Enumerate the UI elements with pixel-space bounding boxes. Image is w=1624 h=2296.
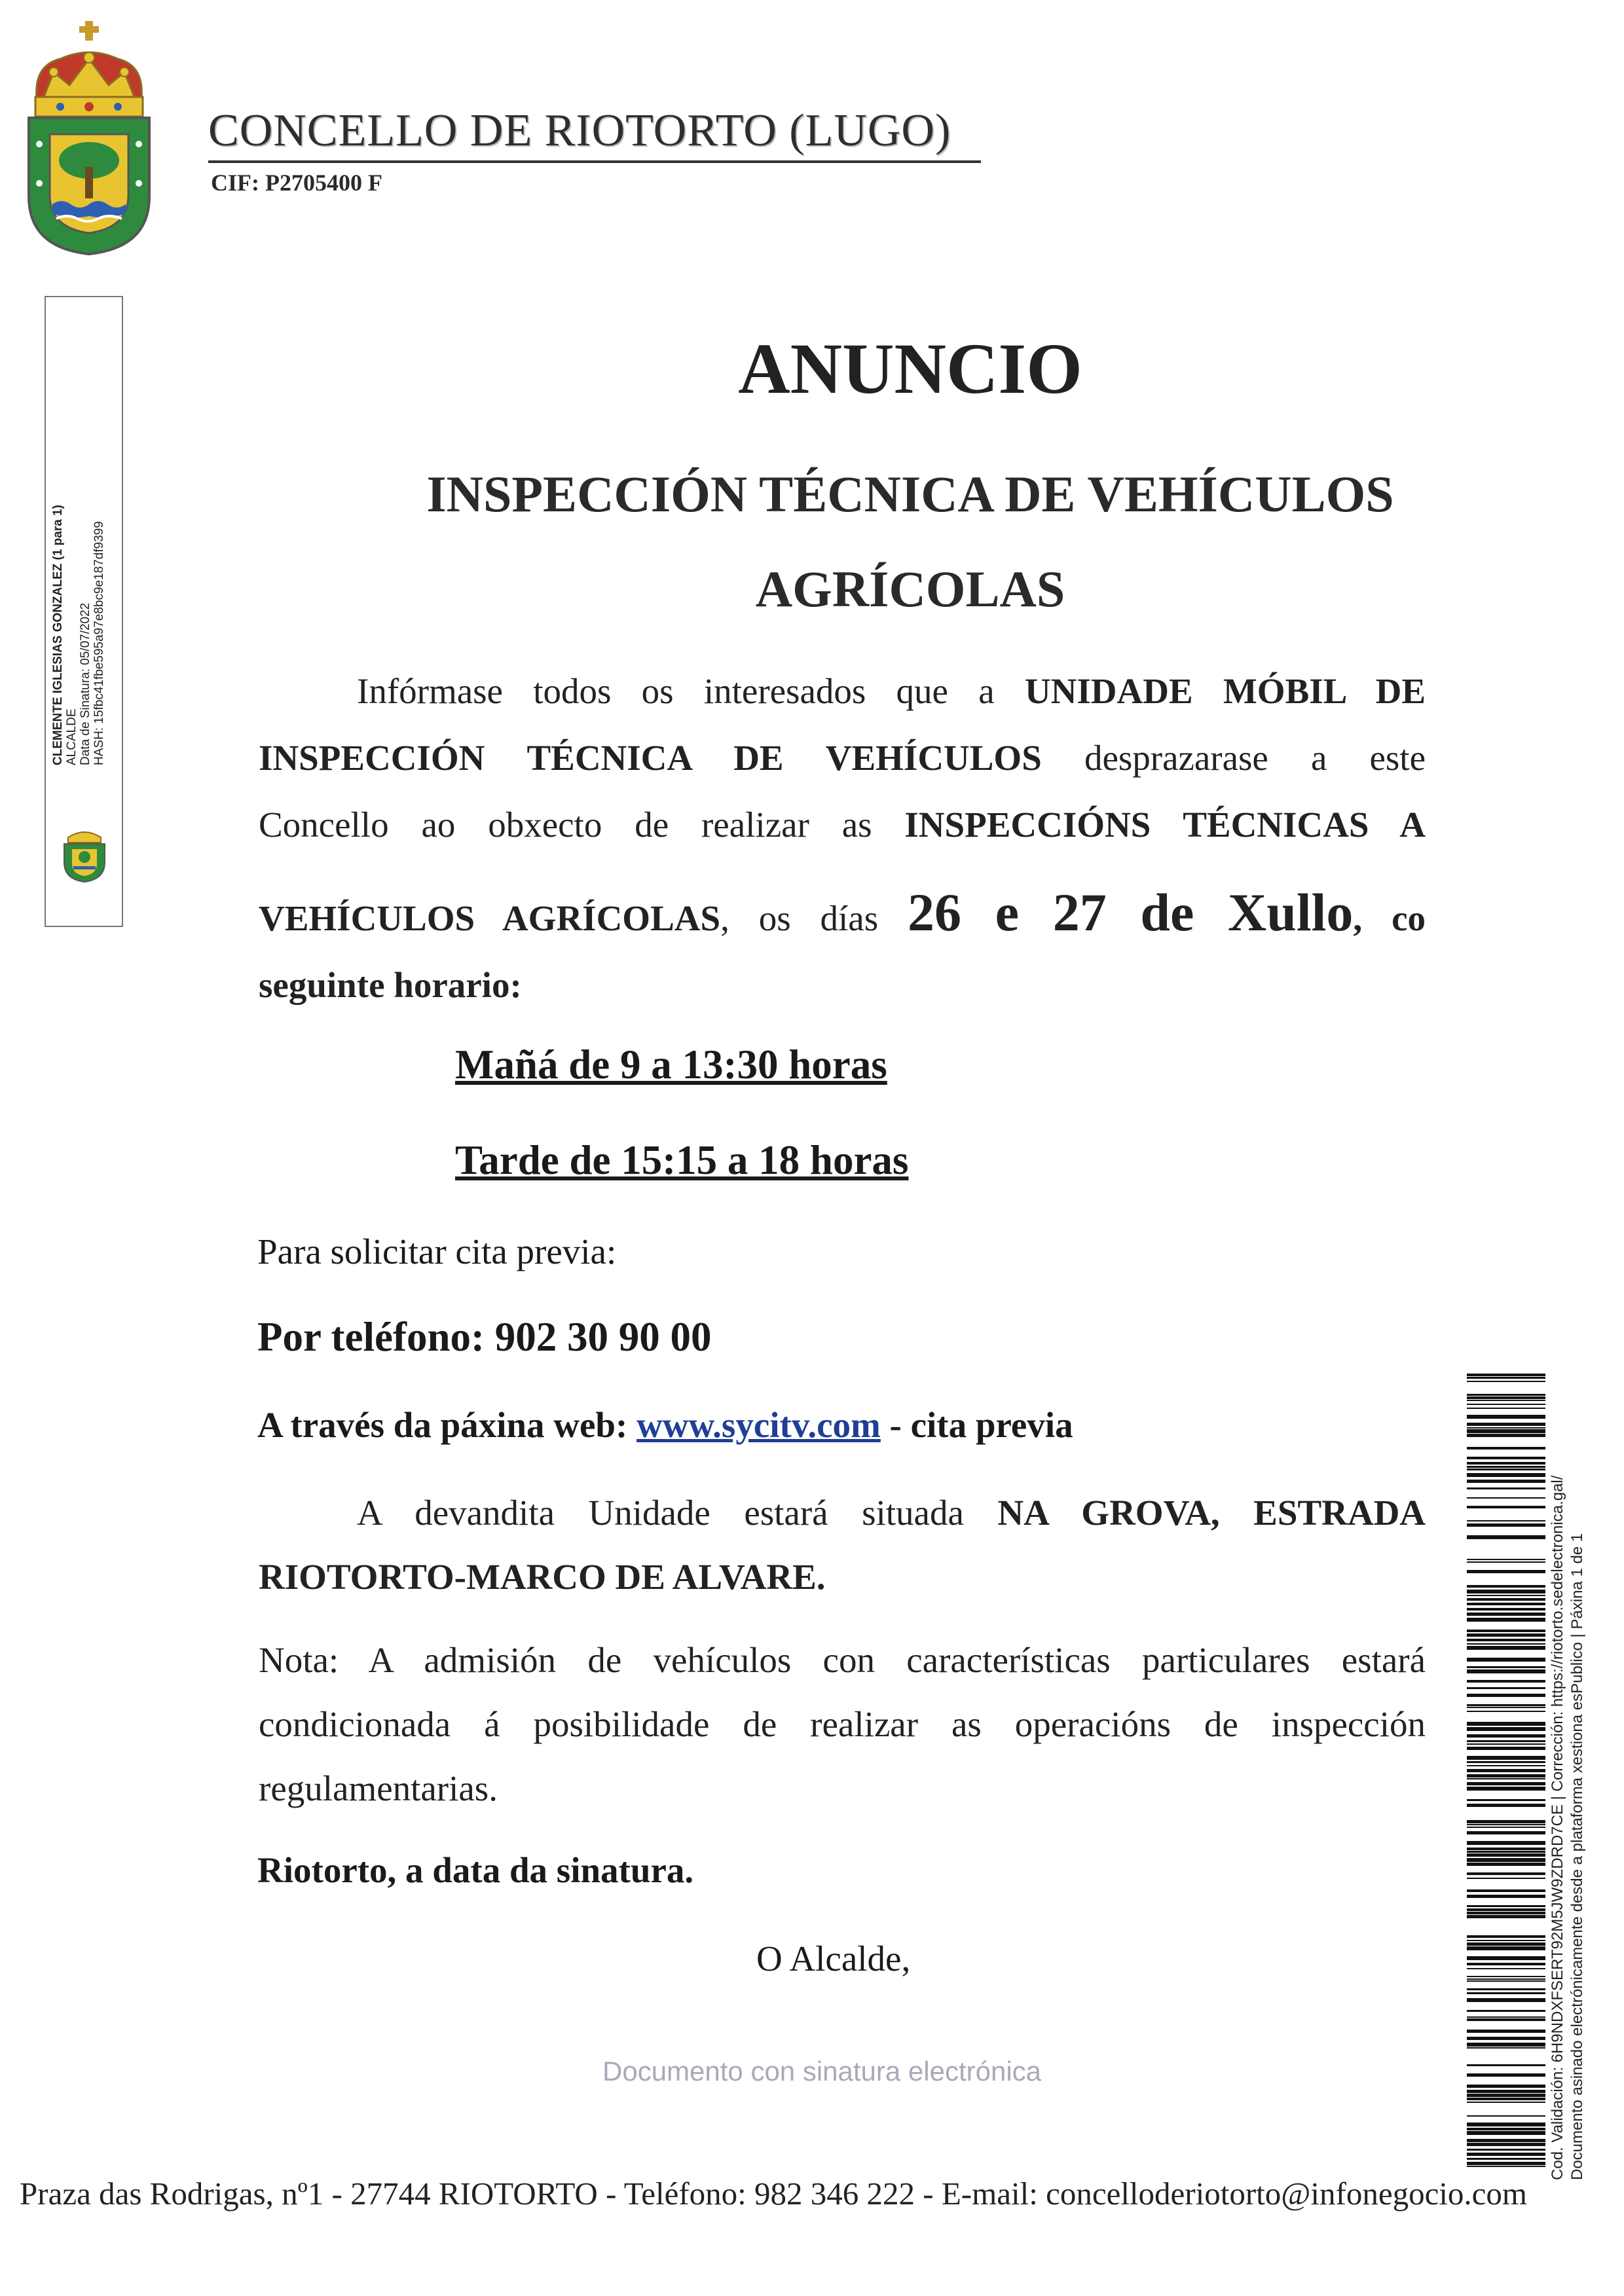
municipality-title: CONCELLO DE RIOTORTO (LUGO)	[208, 105, 951, 156]
mini-coat-of-arms-icon	[55, 824, 114, 883]
location-line-2	[259, 1544, 1426, 1611]
header-underline	[208, 160, 981, 163]
validation-text	[1548, 1460, 1587, 2180]
intro-bold-text: UNIDADE MÓBIL DE	[1024, 671, 1426, 711]
intro-paragraph-line-1	[357, 658, 1426, 725]
signer-title: O Alcalde,	[756, 1939, 911, 1978]
web-suffix: - cita previa	[889, 1405, 1073, 1445]
note-text: Nota: A admisión de vehículos con características particulares estará	[259, 1640, 1426, 1680]
intro-text: Infórmase todos os interesados que a	[357, 671, 995, 711]
web-line	[257, 1404, 1073, 1446]
note-text: regulamentarias.	[259, 1768, 498, 1808]
intro-bold-text: INSPECCIÓNS TÉCNICAS A	[904, 805, 1426, 845]
note-text: condicionada á posibilidade de realizar as operacións de inspección	[259, 1704, 1426, 1744]
note-line-3	[259, 1755, 1426, 1822]
barcode-icon	[1467, 1374, 1545, 2179]
intro-paragraph-line-3	[259, 792, 1426, 858]
signer-name: CLEMENTE IGLESIAS GONZALEZ (1 para 1)	[51, 505, 65, 765]
website-link[interactable]: www.sycitv.com	[637, 1405, 881, 1445]
coat-of-arms-logo	[14, 20, 164, 255]
appointment-label: Para solicitar cita previa:	[257, 1231, 617, 1271]
intro-paragraph-line-2	[259, 725, 1426, 792]
location-text: A devandita Unidade estará situada	[357, 1493, 964, 1533]
signature-date: Data de Sinatura: 05/07/2022	[79, 602, 92, 765]
intro-bold-text: INSPECCIÓN TÉCNICA DE VEHÍCULOS	[259, 738, 1042, 778]
location-bold-text: RIOTORTO-MARCO DE ALVARE.	[259, 1557, 826, 1597]
place-and-date: Riotorto, a data da sinatura.	[257, 1850, 694, 1890]
location-line-1	[357, 1480, 1426, 1546]
tax-id: CIF: P2705400 F	[211, 170, 382, 196]
signature-hash: HASH: 15fbc41fbe595a97e8bc9e187df9399	[92, 521, 106, 765]
electronic-signature-note: Documento con sinatura electrónica	[602, 2056, 1042, 2086]
schedule-morning: Mañá de 9 a 13:30 horas	[455, 1042, 887, 1087]
validation-line-2: Documento asinado electrónicamente desde a plataforma xestiona esPublico | Páxina 1 de 1	[1568, 1533, 1586, 2180]
document-title: ANUNCIO	[738, 329, 1082, 409]
inspection-dates: 26 e 27 de Xullo	[908, 883, 1354, 942]
document-subtitle-line-1: INSPECCIÓN TÉCNICA DE VEHÍCULOS	[426, 465, 1394, 522]
intro-text: Concello ao obxecto de realizar as	[259, 805, 872, 845]
validation-line-1: Cod. Validación: 6H9NDXFSERT92M5JW9ZDRD7CE | Corrección: https://riotorto.sedelectronica.gal/	[1549, 1475, 1566, 2180]
note-line-1	[259, 1627, 1426, 1694]
phone-line: Por teléfono: 902 30 90 00	[257, 1314, 712, 1360]
web-prefix: A través da páxina web:	[257, 1405, 628, 1445]
intro-paragraph-line-5	[259, 953, 1426, 1018]
intro-bold-text: VEHÍCULOS AGRÍCOLAS	[259, 898, 721, 938]
location-bold-text: NA GROVA, ESTRADA	[997, 1493, 1426, 1533]
intro-text: desprazarase a este	[1084, 738, 1426, 778]
signer-role: ALCALDE	[65, 708, 79, 765]
intro-text: , os días	[720, 898, 879, 938]
schedule-lead-in: seguinte horario:	[259, 965, 522, 1005]
footer-address: Praza das Rodrigas, nº1 - 27744 RIOTORTO - Teléfono: 982 346 222 - E-mail: concelloderiotorto@infonegocio.com	[20, 2176, 1528, 2212]
schedule-afternoon: Tarde de 15:15 a 18 horas	[455, 1137, 909, 1183]
note-line-2	[259, 1691, 1426, 1758]
intro-bold-text: , co	[1353, 898, 1426, 938]
intro-paragraph-line-4	[259, 879, 1426, 946]
document-subtitle-line-2: AGRÍCOLAS	[755, 560, 1065, 617]
